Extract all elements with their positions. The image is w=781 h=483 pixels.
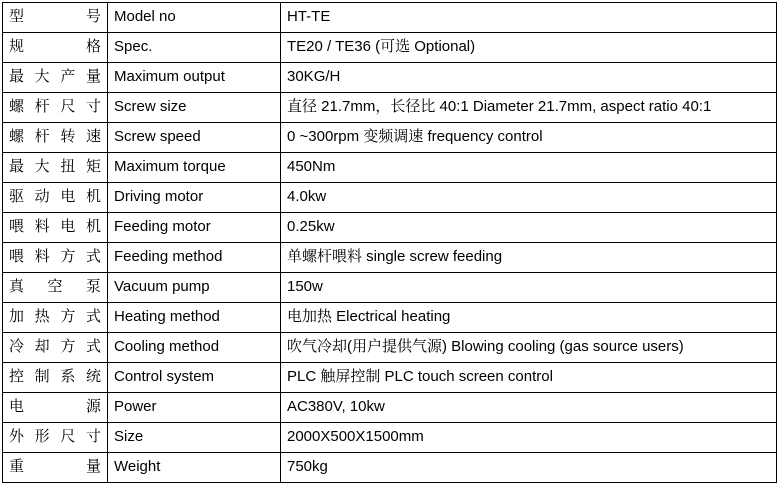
row-label-cn	[3, 333, 108, 363]
table-row	[3, 273, 777, 303]
row-label-en: Weight	[108, 453, 281, 483]
table-row	[3, 213, 777, 243]
table-row	[3, 153, 777, 183]
row-value: 吹气冷却(用户提供气源) Blowing cooling (gas source users)	[281, 333, 777, 363]
table-row	[3, 303, 777, 333]
row-label-cn	[3, 363, 108, 393]
table-row	[3, 333, 777, 363]
row-value: 0.25kw	[281, 213, 777, 243]
row-label-cn	[3, 453, 108, 483]
row-value: HT-TE	[281, 3, 777, 33]
row-label-cn	[3, 33, 108, 63]
row-value: 4.0kw	[281, 183, 777, 213]
row-label-cn	[3, 153, 108, 183]
label-cn-text: 喂料方式	[9, 248, 101, 266]
label-cn-text: 型 号	[9, 8, 101, 26]
row-label-cn	[3, 123, 108, 153]
row-value: PLC 触屏控制 PLC touch screen control	[281, 363, 777, 393]
row-label-en: Feeding motor	[108, 213, 281, 243]
row-value: 2000X500X1500mm	[281, 423, 777, 453]
row-value: 0 ~300rpm 变频调速 frequency control	[281, 123, 777, 153]
row-label-en: Screw speed	[108, 123, 281, 153]
row-label-cn	[3, 273, 108, 303]
label-cn-text: 驱动电机	[9, 188, 101, 206]
table-body	[3, 3, 777, 483]
label-cn-text: 螺杆尺寸	[9, 98, 101, 116]
row-label-en: Vacuum pump	[108, 273, 281, 303]
table-row	[3, 3, 777, 33]
row-label-cn	[3, 303, 108, 333]
label-cn-text: 最大产量	[9, 68, 101, 86]
row-label-cn	[3, 243, 108, 273]
specification-table	[2, 2, 777, 483]
row-value: 30KG/H	[281, 63, 777, 93]
label-cn-text: 加热方式	[9, 308, 101, 326]
row-label-cn	[3, 213, 108, 243]
table-row	[3, 93, 777, 123]
row-label-cn	[3, 423, 108, 453]
row-label-en: Cooling method	[108, 333, 281, 363]
label-cn-text: 真 空 泵	[9, 278, 101, 296]
table-row	[3, 363, 777, 393]
row-label-cn	[3, 93, 108, 123]
row-label-cn	[3, 183, 108, 213]
row-value: 150w	[281, 273, 777, 303]
row-label-en: Maximum output	[108, 63, 281, 93]
row-value: 直径 21.7mm，长径比 40:1 Diameter 21.7mm, aspect ratio 40:1	[281, 93, 777, 123]
label-cn-text: 控制系统	[9, 368, 101, 386]
row-label-en: Feeding method	[108, 243, 281, 273]
row-label-en: Screw size	[108, 93, 281, 123]
label-cn-text: 规 格	[9, 38, 101, 56]
row-value: AC380V, 10kw	[281, 393, 777, 423]
table-row	[3, 243, 777, 273]
row-label-cn	[3, 63, 108, 93]
table-row	[3, 453, 777, 483]
row-value: 450Nm	[281, 153, 777, 183]
table-row	[3, 33, 777, 63]
row-label-en: Power	[108, 393, 281, 423]
label-cn-text: 喂料电机	[9, 218, 101, 236]
row-label-cn	[3, 393, 108, 423]
label-cn-text: 重 量	[9, 458, 101, 476]
table-row	[3, 393, 777, 423]
table-row	[3, 63, 777, 93]
label-cn-text: 外形尺寸	[9, 428, 101, 446]
row-value: 750kg	[281, 453, 777, 483]
row-label-en: Spec.	[108, 33, 281, 63]
row-label-en: Model no	[108, 3, 281, 33]
row-label-en: Heating method	[108, 303, 281, 333]
label-cn-text: 最大扭矩	[9, 158, 101, 176]
label-cn-text: 螺杆转速	[9, 128, 101, 146]
row-value: 电加热 Electrical heating	[281, 303, 777, 333]
table-row	[3, 423, 777, 453]
table-row	[3, 183, 777, 213]
label-cn-text: 电 源	[9, 398, 101, 416]
label-cn-text: 冷却方式	[9, 338, 101, 356]
row-label-en: Size	[108, 423, 281, 453]
row-label-cn	[3, 3, 108, 33]
row-value: TE20 / TE36 (可选 Optional)	[281, 33, 777, 63]
row-label-en: Control system	[108, 363, 281, 393]
table-row	[3, 123, 777, 153]
row-label-en: Driving motor	[108, 183, 281, 213]
row-value: 单螺杆喂料 single screw feeding	[281, 243, 777, 273]
row-label-en: Maximum torque	[108, 153, 281, 183]
